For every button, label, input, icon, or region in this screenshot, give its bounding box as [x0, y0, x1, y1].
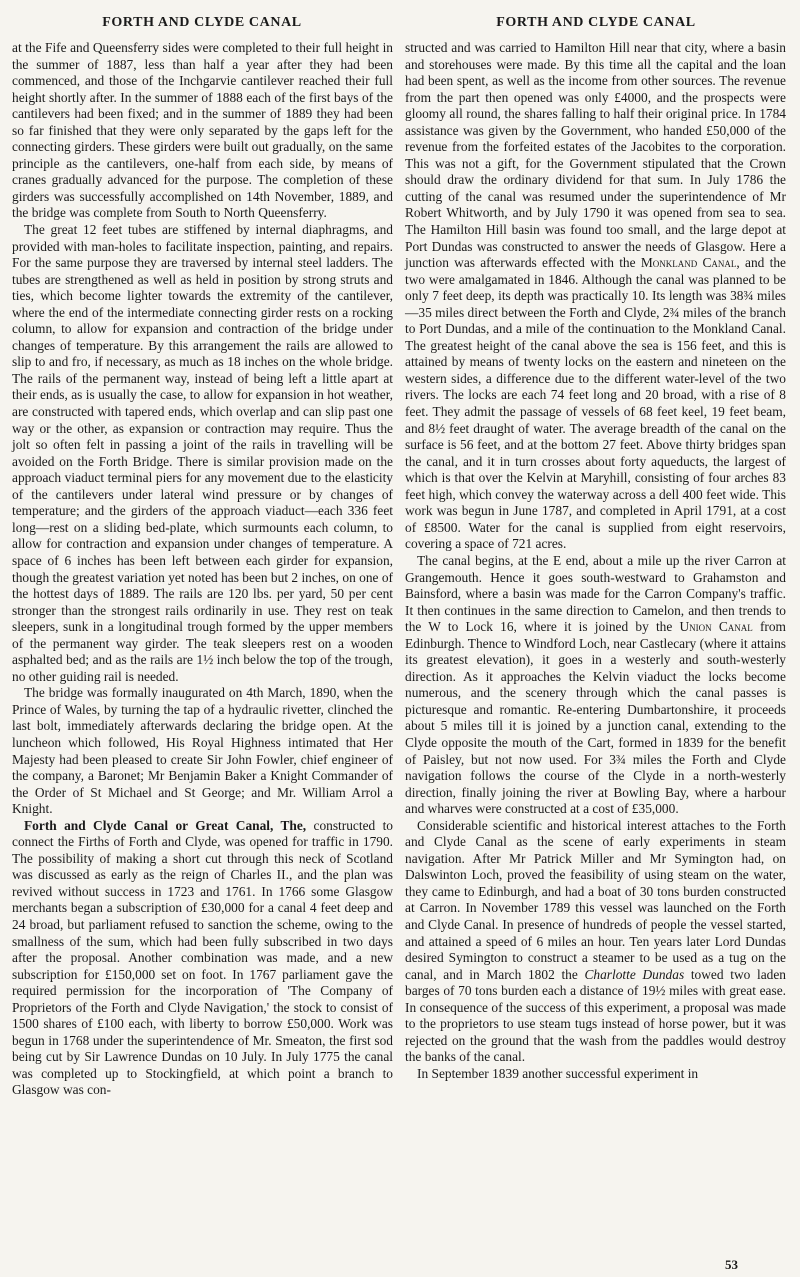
steam-text-a: Considerable scientific and historical interest attaches to the Forth and Clyde Canal as the scene of early experiments in steam navigation. After Mr Patrick Miller and Mr Symington had, on Dalswinton Loch, proved the feasibility of using steam on the water, they came to Edinburgh, and had a boat of 30 tons burden constructed at Carron. In November 1789 this vessel was launched on the Forth and Clyde Canal. In presence of hundreds of people the vessel started, and attained a speed of 6 miles an hour. Ten years later Lord Dundas desired Symington to construct a steamer to be used as a tug on the canal, and in March 1802 the — [405, 817, 786, 982]
monkland-canal-ref: Monkland Canal — [640, 255, 737, 271]
paragraph-inauguration: The bridge was formally inaugurated on 4th March, 1890, when the Prince of Wales, by turning the tap of a hydraulic rivetter, clinched the last bolt, immediately afterwards declaring the bridge open. At the luncheon which followed, His Royal Highness intimated that Her Majesty had been pleased to create Sir John Fowler, chief engineer of the company, a Baronet; Mr Benjamin Baker a Knight Commander of the Order of St Michael and St George; and Mr. William Arrol a Knight. — [12, 685, 393, 817]
union-canal-ref: Union Canal — [679, 619, 753, 635]
right-column — [405, 40, 786, 1099]
route-text-b: from Edinburgh. Thence to Windford Loch, near Castlecary (where it attains its greatest elevation), it goes in a westerly and south-westerly direction. As it approaches the Kelvin viaduct the locks become numerous, and the scenery through which the canal passes is picturesque and romantic. Re-entering Dumbartonshire, it proceeds about 5 miles till it is joined by a junction canal, extending to the Clyde opposite the mouth of the Cart, formed in 1839 for the benefit of Paisley, but not now used. For 3¾ miles the Forth and Clyde navigation follows the course of the Clyde in a north-westerly direction, finally joining the river at Bowling Bay, where a harbour and wharves were constructed at a cost of £35,000. — [405, 619, 786, 817]
entry-text: constructed to connect the Firths of Forth and Clyde, was opened for traffic in 1790. The possibility of making a short cut through this neck of Scotland was discussed as early as the reign of Charles II., and the plan was revived without success in 1723 and 1761. In 1766 some Glasgow merchants began a subscription of £30,000 for a canal 4 feet deep and 24 broad, but parliament refused to sanction the scheme, owing to the smallness of the sum, which had been fully subscribed in two days after the proposal. Another combination was made, and a new subscription for £150,000 set on foot. In 1767 parliament gave the required permission for the incorporation of 'The Company of Proprietors of the Forth and Clyde Navigation,' the stock to consist of 1500 shares of £100 each, with liberty to borrow £50,000. Work was begun in 1768 under the superintendence of Mr. Smeaton, the first sod being cut by Sir Lawrence Dundas on 10 July. In July 1775 the canal was completed up to Stockingfield, at which point a branch to Glasgow was con- — [12, 817, 393, 1098]
paragraph-girders-completion: at the Fife and Queensferry sides were completed to their full height in the summer of 1887, less than half a year after they had been commenced, and those of the Inchgarvie cantilever reached their full height shortly after. In the summer of 1888 each of the first bays of the cantilevers had been fixed; and in the summer of 1889 they had been so far finished that they were only separated by the gaps left for the connecting girders. These girders were built out gradually, on the same principle as the cantilevers, one-half from each side, by means of cranes gradually advanced for the purpose. The completion of these girders was successfully accomplished on 14th November, 1889, and the bridge was complete from South to North Queensferry. — [12, 40, 393, 221]
entry-title: Forth and Clyde Canal or Great Canal, The, — [24, 817, 307, 833]
paragraph-construction — [405, 40, 786, 553]
right-running-title: FORTH AND CLYDE CANAL — [496, 15, 696, 30]
left-running-title: FORTH AND CLYDE CANAL — [102, 15, 302, 30]
steam-text-b: towed two laden barges of 70 tons burden each a distance of 19½ miles with great ease. In consequence of the success of this experiment, a proposal was made to the proprietors to use steam tugs instead of horse power, but it was rejected on the ground that the wash from the paddles would destroy the banks of the canal. — [405, 966, 786, 1065]
page-number: 53 — [725, 1257, 738, 1272]
paragraph-route — [405, 553, 786, 818]
construction-text-a: structed and was carried to Hamilton Hill near that city, where a basin and storehouses were made. By this time all the capital and the loan had been spent, as well as the income from other sources. The revenue from the part then opened was only £4000, and the prospects were gloomy all round, the shares falling to half their original price. In 1784 assistance was given by the Government, who handed £50,000 of the revenue from the forfeited estates of the Jacobites to the corporation. This was not a gift, for the Government stipulated that the Crown should draw the ordinary dividend for that sum. In July 1786 the cutting of the canal was resumed under the superintendence of Mr Robert Whitworth, and by July 1790 it was opened from sea to sea. The Hamilton Hill basin was found too small, and the large depot at Port Dundas was constructed to answer the needs of Glasgow. Here a junction was afterwards effected with the — [405, 40, 786, 271]
paragraph-steam-navigation — [405, 818, 786, 1066]
charlotte-dundas-ref: Charlotte Dundas — [584, 966, 685, 982]
paragraph-tubes-and-rails: The great 12 feet tubes are stiffened by internal diaphragms, and provided with man-holes to facilitate inspection, painting, and repairs. For the same purpose they are traversed by internal steel ladders. The tubes are strengthened as well as held in position by strong struts and ties, which become lighter towards the extremity of the cantilever, where the end of the intermediate connecting girder rests on a rocking column, to allow for expansion and contraction of the bridge under changes of temperature. By this arrangement the rails are allowed to slip to and fro, if necessary, as much as 18 inches on the whole bridge. The rails of the permanent way, instead of being left a little apart at their ends, as is usually the case, to allow for expansion in hot weather, are constructed with tapered ends, which overlap and can slip past one way or the other, as expansion or contraction may require. Thus the jolt so often felt in passing a joint of the rails in travelling will be avoided on the Forth Bridge. There is similar provision made on the approach viaduct terminal piers for any movement due to the elasticity of the cantilevers under lateral wind pressure or by changes of temperature; and the girders of the approach viaduct—each 336 feet long—rest on a sliding bed-plate, which surmounts each column, to allow for contraction and expansion under changes of temperature. A space of 6 inches has been left between each girder for expansion, though the greatest variation yet noted has been but 2 inches, on one of the hottest days of 1889. The rails are 120 lbs. per yard, 50 per cent stronger than the strongest rails ordinarily in use. They rest on teak sleepers, sunk in a longitudinal trough formed by the upper members of the permanent way girder. The teak sleepers rest on a wooden asphalted bed; and as the rails are 1½ inch below the top of the trough, no other guiding rail is needed. — [12, 222, 393, 684]
left-column — [12, 40, 393, 1099]
text-columns — [12, 40, 786, 1099]
route-text-a: The canal begins, at the E end, about a mile up the river Carron at Grangemouth. Hence it goes south-westward to Grahamston and Bainsford, where a basin was made for the Carron Company's traffic. It then continues in the same direction to Camelon, and then trends to the W to Lock 16, where it is joined by the — [405, 552, 786, 635]
construction-text-b: , and the two were amalgamated in 1846. Although the canal was planned to be only 7 feet deep, its depth was practically 10. Its length was 38¾ miles—35 miles direct between the Forth and Clyde, 2¾ miles of the branch to Port Dundas, and a mile of the continuation to the Monkland Canal. The greatest height of the canal above the sea is 156 feet, and this is attained by means of twenty locks on the eastern and nineteen on the western sides, a difference due to the different water-level of the two rivers. The locks are each 74 feet long and 20 broad, with a rise of 8 feet. They admit the passage of vessels of 68 feet keel, 19 feet beam, and 8½ feet draught of water. The average breadth of the canal on the surface is 56 feet, and at the bottom 27 feet. Above thirty bridges span the canal, and it in turn crosses about forty aqueducts, the largest of which is that over the Kelvin at Maryhill, consisting of four arches 83 feet high, which convey the waterway across a dell 400 feet wide. This work was begun in June 1787, and completed in April 1791, at a cost of £8500. Water for the canal is supplied from eight reservoirs, covering a space of 721 acres. — [405, 255, 786, 552]
paragraph-canal-history — [12, 818, 393, 1099]
paragraph-september-1839: In September 1839 another successful experiment in — [417, 1065, 699, 1081]
running-header — [12, 10, 786, 36]
